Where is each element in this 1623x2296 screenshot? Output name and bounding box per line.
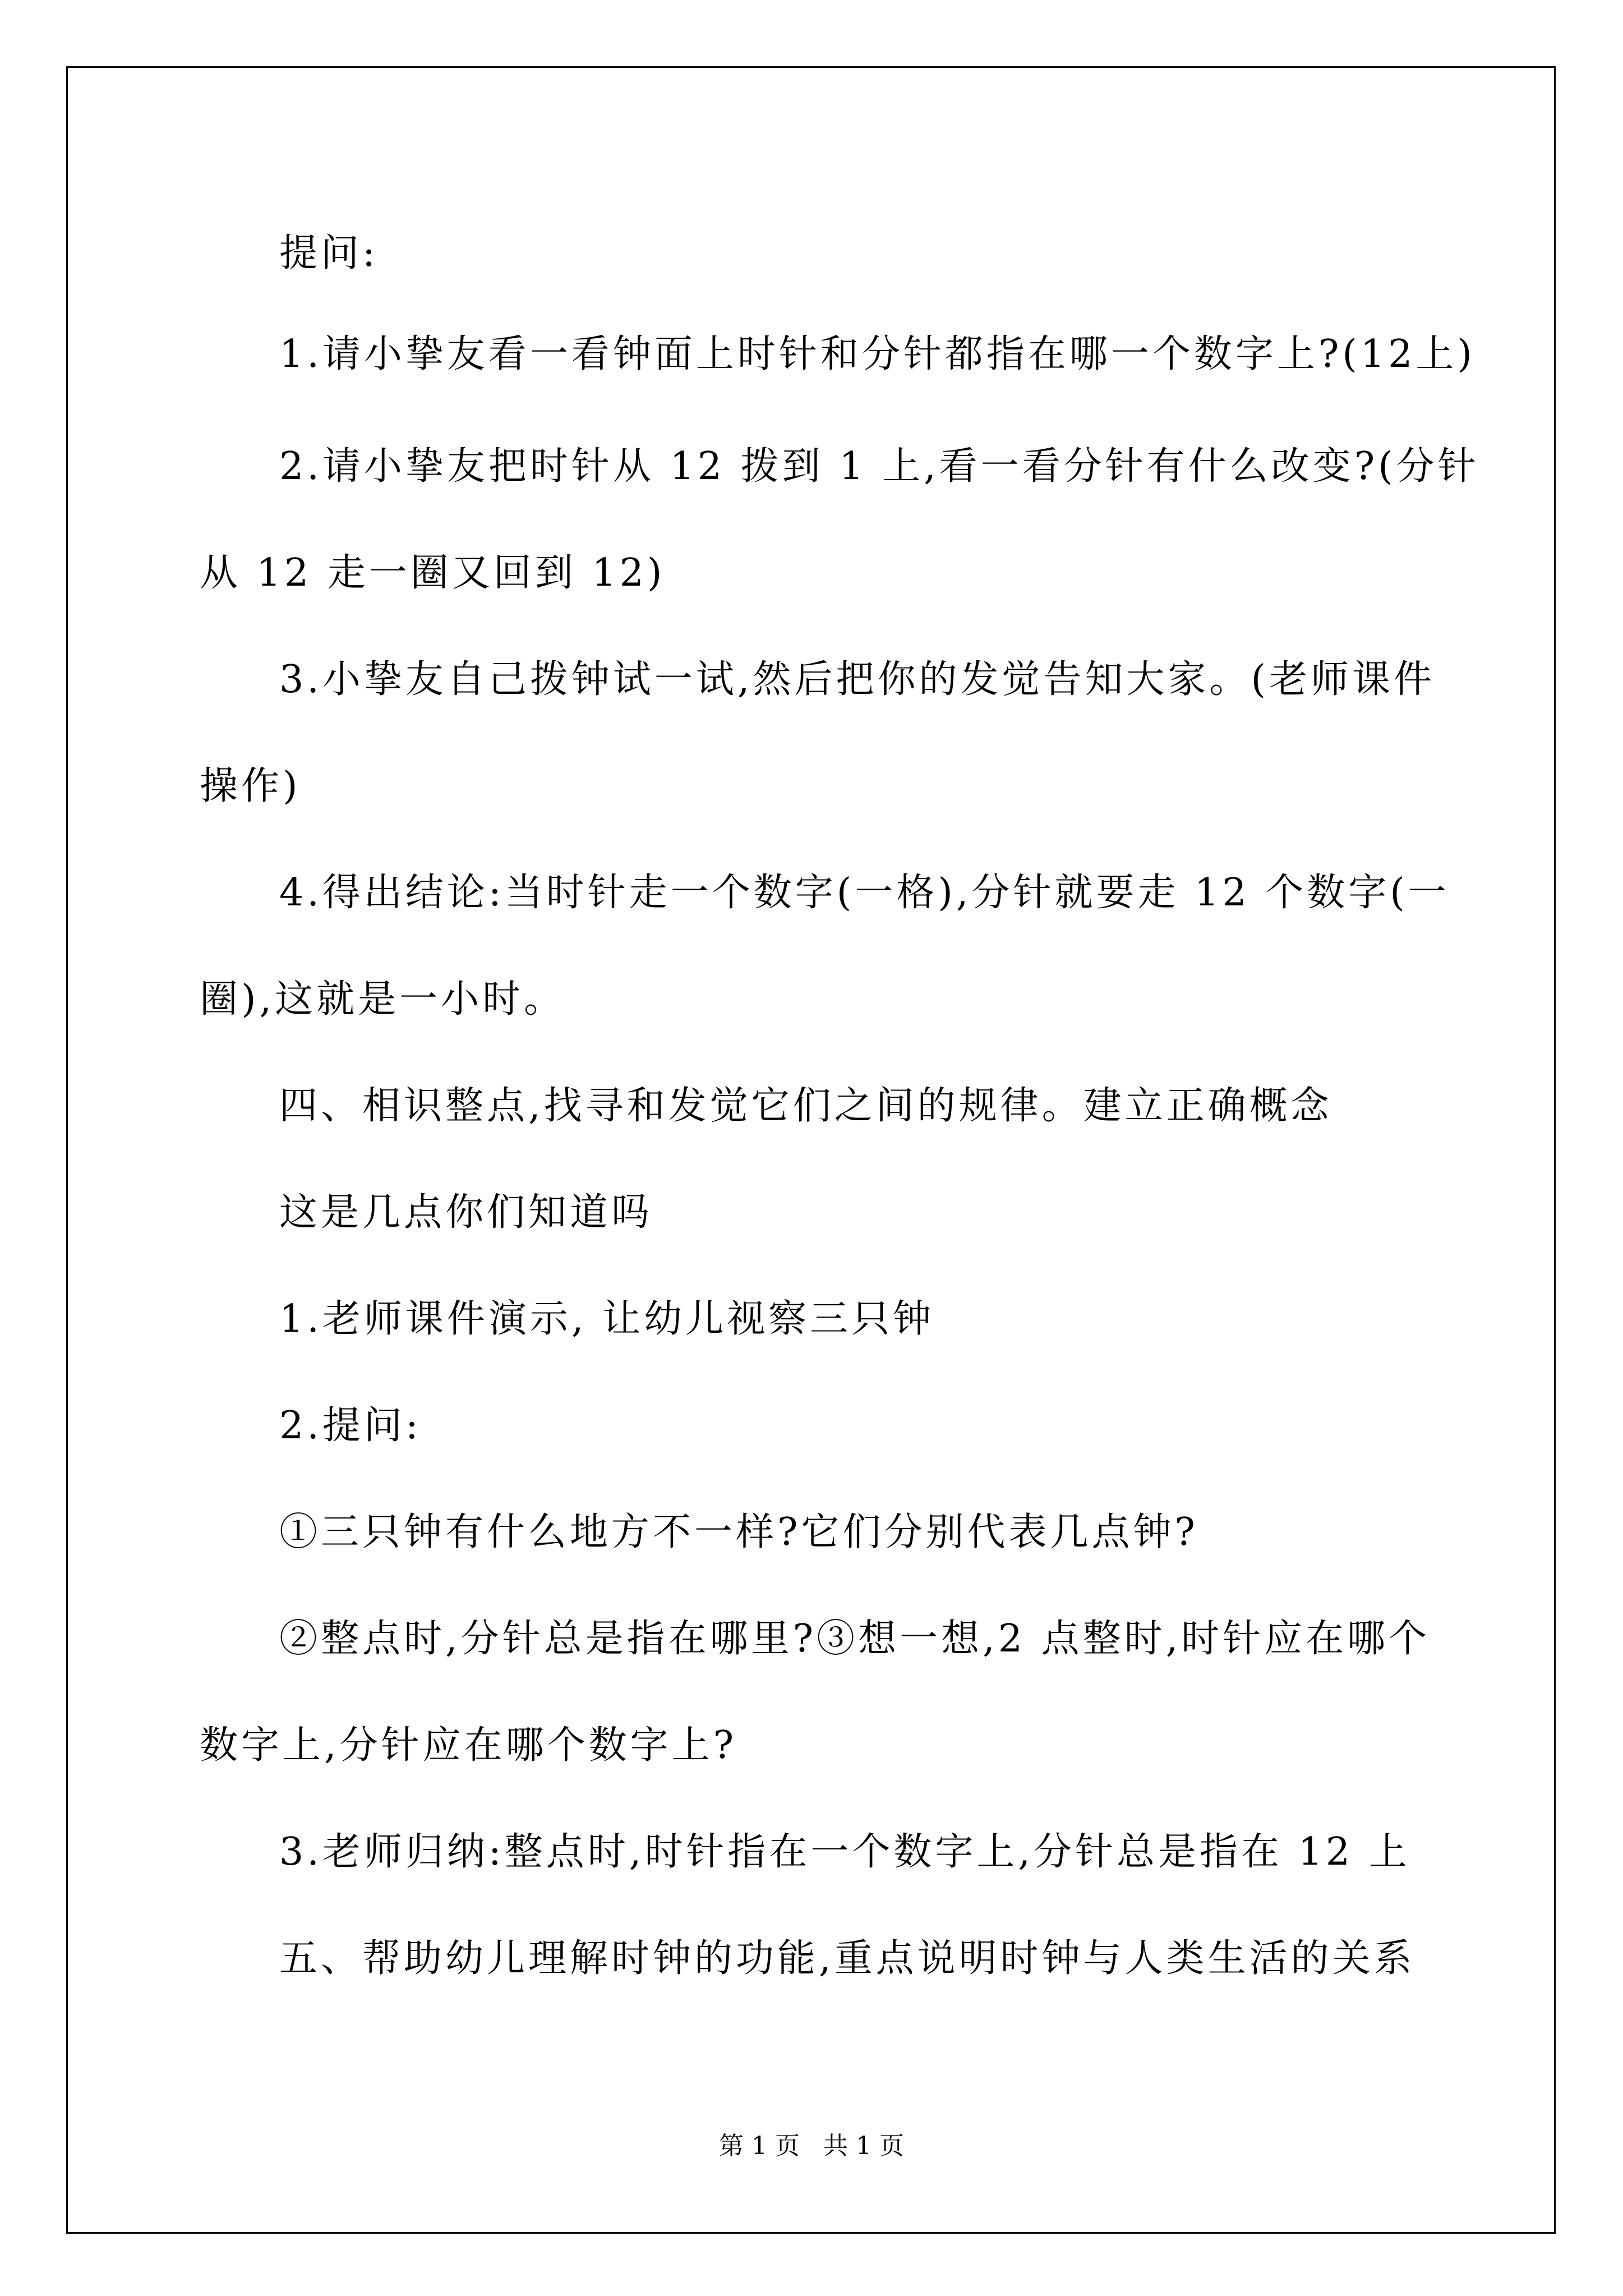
paragraph-demo: 1.老师课件演示, 让幼儿视察三只钟	[279, 1297, 935, 1341]
paragraph-question-3-line-2: 操作)	[200, 764, 301, 808]
paragraph-question-heading: 提问:	[279, 231, 379, 275]
paragraph-question-2-line-2: 从 12 走一圈又回到 12)	[200, 551, 666, 595]
paragraph-what-time: 这是几点你们知道吗	[279, 1190, 653, 1235]
page-footer: 第 1 页 共 1 页	[719, 2132, 904, 2160]
paragraph-conclusion-line-2: 圈),这就是一小时。	[200, 977, 566, 1022]
page-border	[66, 66, 1556, 2234]
paragraph-sub-question-2-line-2: 数字上,分针应在哪个数字上?	[200, 1723, 737, 1768]
paragraph-sub-question-2-line-1: ②整点时,分针总是指在哪里?③想一想,2 点整时,时针应在哪个	[279, 1617, 1431, 1661]
section-heading-4: 四、相识整点,找寻和发觉它们之间的规律。建立正确概念	[279, 1084, 1332, 1128]
section-heading-5: 五、帮助幼儿理解时钟的功能,重点说明时钟与人类生活的关系	[279, 1936, 1415, 1981]
paragraph-summary: 3.老师归纳:整点时,时针指在一个数字上,分针总是指在 12 上	[279, 1830, 1410, 1874]
paragraph-question-3-line-1: 3.小挚友自己拨钟试一试,然后把你的发觉告知大家。(老师课件	[279, 657, 1436, 702]
paragraph-question-1: 1.请小挚友看一看钟面上时针和分针都指在哪一个数字上?(12上)	[279, 332, 1476, 376]
paragraph-question-prompt: 2.提问:	[279, 1404, 422, 1448]
paragraph-sub-question-1: ①三只钟有什么地方不一样?它们分别代表几点钟?	[279, 1510, 1198, 1554]
paragraph-conclusion-line-1: 4.得出结论:当时针走一个数字(一格),分针就要走 12 个数字(一	[279, 871, 1450, 915]
paragraph-question-2-line-1: 2.请小挚友把时针从 12 拨到 1 上,看一看分针有什么改变?(分针	[279, 444, 1479, 489]
